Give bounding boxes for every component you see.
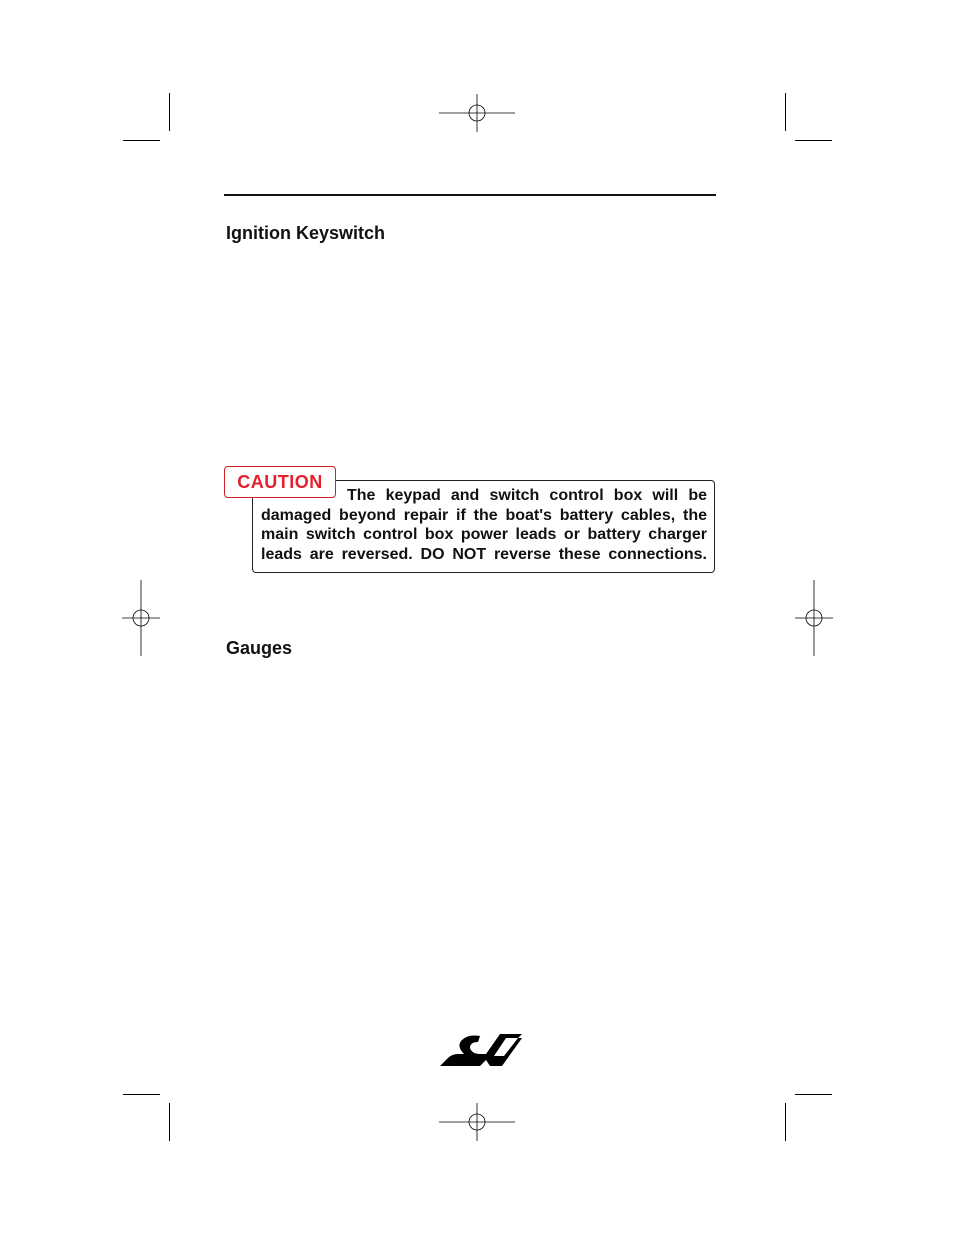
registration-mark-icon bbox=[122, 580, 160, 656]
registration-mark-icon bbox=[439, 94, 515, 132]
crop-mark-bottom-left-horizontal bbox=[123, 1094, 160, 1095]
crop-mark-top-right-vertical bbox=[785, 93, 786, 131]
registration-mark-icon bbox=[795, 580, 833, 656]
registration-mark-icon bbox=[439, 1103, 515, 1141]
crop-mark-top-left-horizontal bbox=[123, 140, 160, 141]
section-heading-ignition-keyswitch: Ignition Keyswitch bbox=[226, 223, 386, 243]
crop-mark-top-left-vertical bbox=[169, 93, 170, 131]
crop-mark-top-right-horizontal bbox=[795, 140, 832, 141]
caution-label: CAUTION bbox=[224, 466, 336, 498]
crop-mark-bottom-right-vertical bbox=[785, 1103, 786, 1141]
caution-text: The keypad and switch control box will be damaged beyond repair if the boat's battery cables, the main switch control box power leads or battery charger leads are reversed. DO NOT reverse these connections. bbox=[261, 487, 707, 563]
brand-logo-icon bbox=[438, 1030, 524, 1068]
header-rule bbox=[224, 194, 716, 196]
crop-mark-bottom-left-vertical bbox=[169, 1103, 170, 1141]
section-heading-gauges: Gauges bbox=[226, 638, 293, 658]
crop-mark-bottom-right-horizontal bbox=[795, 1094, 832, 1095]
